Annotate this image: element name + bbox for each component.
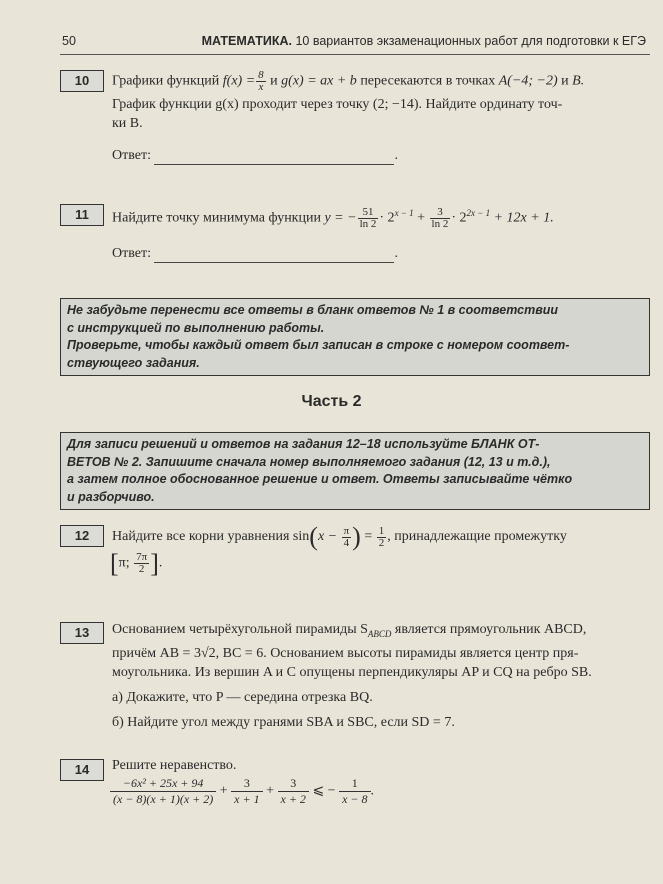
t11-m2: · 2 <box>451 210 467 226</box>
part2-note-l1: Для записи решений и ответов на задания 12–18 используйте БЛАНК ОТ- <box>67 437 540 451</box>
task-13-number: 13 <box>60 622 104 644</box>
t12-p1: Найдите все корни уравнения <box>112 529 290 545</box>
t10-point-b: B. <box>572 73 585 89</box>
t14-frac3: $\frac{3}{x + 2}$ <box>278 776 309 807</box>
t10-point-a: A(−4; −2) <box>498 73 558 89</box>
t11-e1: x − 1 <box>394 208 414 218</box>
reminder-box <box>60 298 650 376</box>
reminder-l2: с инструкцией по выполнению работы. <box>67 320 325 335</box>
t12-p2: , принадлежащие промежутку <box>387 529 567 545</box>
t13-l1: Основанием четырёхугольной пирамиды $S_{ABCD}$ является прямоугольник ABCD, <box>112 622 587 639</box>
t10-frac: $\frac{8}{x}$ <box>258 69 264 93</box>
t11-p1: Найдите точку минимума функции <box>112 210 321 226</box>
t14-end: . <box>370 783 375 799</box>
part2-note-l4: и разборчиво. <box>67 489 155 504</box>
part2-note-box <box>60 432 650 510</box>
running-header <box>60 32 650 55</box>
reminder-l4: ствующего задания. <box>67 355 200 370</box>
title-text: 10 вариантов экзаменационных работ для подготовки к ЕГЭ <box>295 34 646 48</box>
answer-label: Ответ: <box>112 148 151 163</box>
task-11-text <box>112 204 657 230</box>
task-12-text <box>112 524 657 550</box>
t10-fx: f(x) = <box>222 73 256 89</box>
subject-label: МАТЕМАТИКА. <box>201 34 292 48</box>
t12-frac-rhs: $\frac{1}{2}$ <box>378 524 385 549</box>
task-13-text <box>112 620 657 732</box>
t12-bracket-close: ] <box>150 549 159 578</box>
t13-l2: причём AB = 3√2, BC = 6. Основанием высоты пирамиды является центр пря- <box>112 645 579 661</box>
t11-y: y = − <box>324 210 357 226</box>
task-12-number: 12 <box>60 525 104 547</box>
answer-label: Ответ: <box>112 246 151 261</box>
t11-m1: · 2 <box>379 210 395 226</box>
t10-gx: g(x) = ax + b <box>281 73 357 89</box>
part2-heading: Часть 2 <box>301 393 362 410</box>
t14-frac2: $\frac{3}{x + 1}$ <box>231 776 262 807</box>
t11-plus: + <box>417 210 426 226</box>
task-10-number: 10 <box>60 70 104 92</box>
t12-bracket-open: [ <box>110 549 119 578</box>
t12-paren-open: ( <box>309 522 318 551</box>
t10-p2: пересекаются в точках <box>360 73 496 89</box>
t10-answer-field[interactable] <box>154 150 394 165</box>
t10-and2: и <box>561 73 569 89</box>
t10-and: и <box>270 73 278 89</box>
book-title <box>202 34 646 48</box>
t14-le: ⩽ − <box>312 783 336 799</box>
t10-line2: График функции g(x) проходит через точку (2; −14). Найдите ординату точ- <box>112 97 563 112</box>
task-11-number: 11 <box>60 204 104 226</box>
part2-note-l3: а затем полное обоснованное решение и ответ. Ответы записывайте чётко <box>67 472 573 486</box>
t13-part-a: а) Докажите, что P — середина отрезка BQ. <box>112 689 373 705</box>
t11-e2: 2x − 1 <box>466 208 491 218</box>
t12-paren-close: ) <box>352 522 361 551</box>
t12-sin: sin <box>292 529 310 545</box>
t14-plus1: + <box>219 783 228 799</box>
t14-l1: Решите неравенство. <box>112 758 237 773</box>
t10-answer: Ответ: . <box>112 148 398 163</box>
t12-frac-int: $\frac{7\pi}{2}$ <box>136 551 148 575</box>
task-14-number: 14 <box>60 759 104 781</box>
page-number: 50 <box>62 34 76 48</box>
t14-inequality <box>110 776 655 807</box>
t13-l3: моугольника. Из вершин A и C опущены перпендикуляры AP и CQ на ребро SB. <box>112 664 592 680</box>
t14-plus2: + <box>266 783 274 799</box>
t14-frac4: $\frac{1}{x - 8}$ <box>339 776 370 807</box>
reminder-l3: Проверьте, чтобы каждый ответ был записан в строке с номером соответ- <box>67 338 570 352</box>
t11-tail: + 12x + 1. <box>493 210 554 226</box>
part2-note-l2: ВЕТОВ № 2. Запишите сначала номер выполняемого задания (12, 13 и т.д.), <box>67 454 551 469</box>
task-10-text <box>112 70 652 93</box>
t11-answer-field[interactable] <box>154 248 394 263</box>
t10-line3: ки B. <box>112 116 143 131</box>
reminder-l1: Не забудьте перенести все ответы в бланк ответов № 1 в соответствии <box>67 303 559 317</box>
t13-part-b: б) Найдите угол между гранями SBA и SBC, если SD = 7. <box>112 714 455 730</box>
t12-interval: [π; $\frac{7\pi}{2}$ ]. <box>110 549 163 578</box>
t11-answer: Ответ: . <box>112 246 398 261</box>
t10-p1: Графики функций <box>112 73 220 89</box>
t12-int-a: π; <box>118 555 130 571</box>
t12-arg: x − <box>317 529 338 545</box>
t12-frac-pi: $\frac{\pi}{4}$ <box>343 524 350 549</box>
t11-frac2: $\frac{3}{\ln 2}$ <box>431 205 449 230</box>
t12-eq: = <box>364 529 373 545</box>
t14-frac1: $\frac{\text{−6x² + 25x + 94}}{(x - 8)(x + 1)(x + 2)}$ <box>110 776 216 807</box>
t11-frac1: $\frac{51}{\ln 2}$ <box>359 205 377 230</box>
